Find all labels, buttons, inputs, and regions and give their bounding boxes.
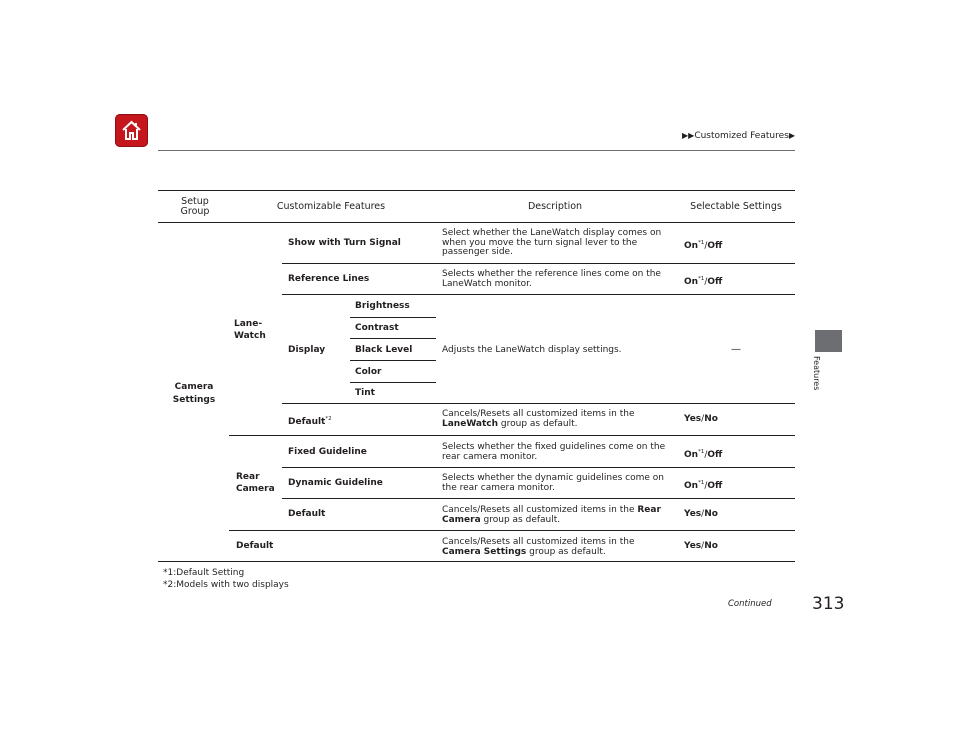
- group-rule: [229, 530, 795, 531]
- display-sub-black-level: Black Level: [355, 345, 413, 355]
- section-tab[interactable]: [815, 330, 842, 352]
- group-rule: [229, 435, 795, 436]
- desc-show-turn-signal: Select whether the LaneWatch display comes on when you move the turn signal lever to the passenger side.: [442, 228, 662, 257]
- page-number: 313: [812, 594, 845, 614]
- continued-label: Continued: [728, 599, 772, 609]
- desc-display: Adjusts the LaneWatch display settings.: [442, 345, 622, 355]
- display-sub-contrast: Contrast: [355, 323, 399, 333]
- breadcrumb-arrow-icon: ▶: [788, 131, 795, 140]
- setting-reference-lines[interactable]: On$^{*1}$/Off: [684, 276, 723, 287]
- sub-rule: [350, 317, 436, 318]
- row-rule: [282, 467, 795, 468]
- sub-rule: [350, 382, 436, 383]
- table-top-rule: [158, 190, 795, 191]
- sub-rule: [350, 360, 436, 361]
- feature-dynamic-guideline: Dynamic Guideline: [288, 478, 383, 488]
- header-selectable-settings: Selectable Settings: [690, 201, 782, 212]
- group-camera-settings: Camera Settings: [172, 382, 216, 405]
- home-button[interactable]: [115, 114, 148, 147]
- setting-show-turn-signal[interactable]: On$^{*1}$/Off: [684, 240, 723, 251]
- table-header-rule: [158, 222, 795, 223]
- table-bottom-rule: [158, 561, 795, 562]
- subgroup-lanewatch: Lane-Watch: [234, 319, 266, 341]
- subgroup-rear-camera: Rear Camera: [236, 472, 275, 494]
- footnote-1: *1:Default Setting: [163, 568, 245, 578]
- desc-dynamic-guideline: Selects whether the dynamic guidelines come on the rear camera monitor.: [442, 473, 665, 493]
- home-icon: [120, 119, 143, 142]
- desc-reference-lines: Selects whether the reference lines come on the LaneWatch monitor.: [442, 269, 661, 289]
- breadcrumb-arrows-icon: ▶▶: [682, 131, 695, 140]
- setting-camera-default[interactable]: Yes/No: [684, 541, 718, 551]
- feature-lanewatch-default: Default$^{*2}$: [288, 416, 332, 427]
- desc-camera-default: Cancels/Resets all customized items in the Camera Settings group as default.: [442, 537, 635, 557]
- setting-fixed-guideline[interactable]: On$^{*1}$/Off: [684, 449, 723, 460]
- setting-lanewatch-default[interactable]: Yes/No: [684, 414, 718, 424]
- display-sub-brightness: Brightness: [355, 301, 410, 311]
- header-description: Description: [527, 201, 583, 212]
- setting-dynamic-guideline[interactable]: On$^{*1}$/Off: [684, 480, 723, 491]
- setting-rear-camera-default[interactable]: Yes/No: [684, 509, 718, 519]
- header-setup-group: Setup Group: [180, 196, 210, 217]
- feature-fixed-guideline: Fixed Guideline: [288, 447, 367, 457]
- row-rule: [282, 403, 795, 404]
- desc-fixed-guideline: Selects whether the fixed guidelines come on the rear camera monitor.: [442, 442, 666, 462]
- feature-reference-lines: Reference Lines: [288, 274, 370, 284]
- header-customizable-features: Customizable Features: [276, 201, 386, 212]
- row-rule: [282, 294, 795, 295]
- row-rule: [282, 498, 795, 499]
- desc-lanewatch-default: Cancels/Resets all customized items in the LaneWatch group as default.: [442, 409, 635, 429]
- desc-rear-camera-default: Cancels/Resets all customized items in the Rear Camera group as default.: [442, 505, 661, 525]
- setting-display: —: [731, 344, 741, 355]
- breadcrumb-label: Customized Features: [694, 131, 789, 141]
- feature-show-turn-signal: Show with Turn Signal: [288, 238, 401, 248]
- row-rule: [282, 263, 795, 264]
- breadcrumb[interactable]: [682, 131, 795, 141]
- feature-display: Display: [288, 345, 326, 355]
- feature-rear-camera-default: Default: [288, 509, 326, 519]
- header-rule: [158, 150, 795, 151]
- display-sub-tint: Tint: [355, 388, 375, 398]
- footnote-2: *2:Models with two displays: [163, 580, 289, 590]
- section-label: Features: [812, 356, 821, 391]
- sub-rule: [350, 338, 436, 339]
- feature-camera-default: Default: [236, 541, 274, 551]
- display-sub-color: Color: [355, 367, 382, 377]
